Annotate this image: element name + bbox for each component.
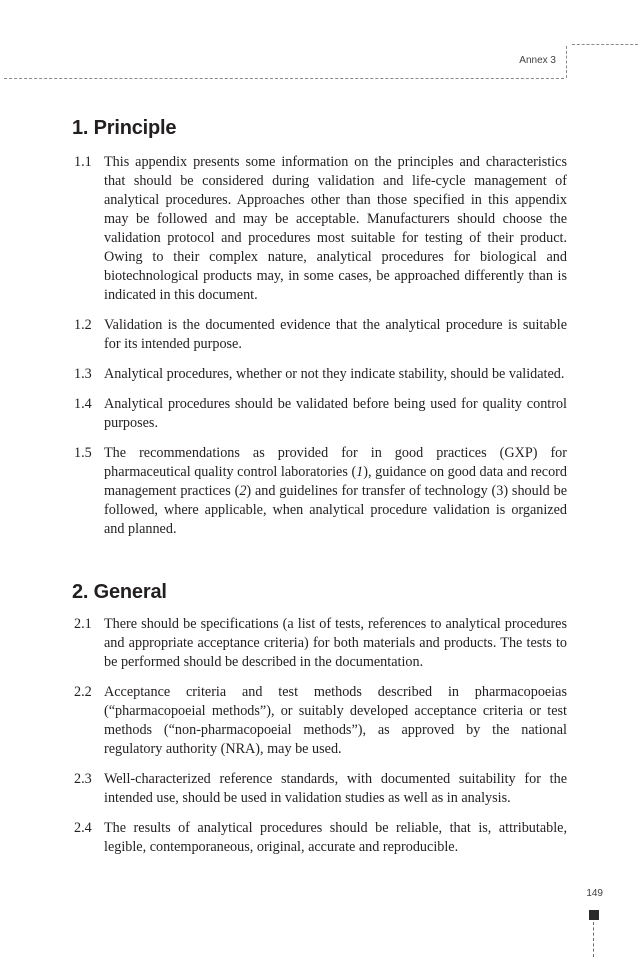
section-principle <box>74 153 567 550</box>
paragraph-text-part: ) and guidelines for transfer of technology (3) should be followed, where applicable, when analytical procedure validation is organized and planned. <box>104 483 567 537</box>
footer-divider-vertical <box>593 922 594 957</box>
paragraph-text: Well-characterized reference standards, with documented suitability for the intended use, should be used in validation studies as well as in analysis. <box>104 771 567 806</box>
paragraph-number: 2.2 <box>74 684 92 700</box>
paragraph-2-1 <box>74 615 567 672</box>
paragraph-number: 2.3 <box>74 771 92 787</box>
paragraph-1-2 <box>74 316 567 354</box>
paragraph-text: Acceptance criteria and test methods described in pharmacopoeias (“pharmacopoeial methods”), or suitably developed acceptance criteria or test methods (“non-pharmacopoeial methods”), as approved by the national regulatory authority (NRA), may be used. <box>104 684 567 757</box>
header-divider-top <box>572 44 638 45</box>
section-heading-general: 2. General <box>72 581 167 603</box>
page-number: 149 <box>586 888 603 899</box>
paragraph-text-part: The recommendations as provided for in good practices (GXP) for pharmaceutical quality control laboratories ( <box>104 445 567 480</box>
paragraph-text: There should be specifications (a list of tests, references to analytical procedures and appropriate acceptance criteria) for both materials and products. The tests to be performed should be described in the documentation. <box>104 616 567 670</box>
paragraph-text: Analytical procedures should be validated before being used for quality control purposes. <box>104 396 567 431</box>
paragraph-number: 2.1 <box>74 616 92 632</box>
paragraph-1-4 <box>74 395 567 433</box>
section-heading-principle: 1. Principle <box>72 117 177 139</box>
paragraph-1-1 <box>74 153 567 305</box>
paragraph-number: 1.2 <box>74 317 92 333</box>
header-divider-vertical <box>566 46 567 78</box>
paragraph-2-3 <box>74 770 567 808</box>
running-head: Annex 3 <box>519 55 556 66</box>
reference-citation: 2 <box>239 483 247 499</box>
paragraph-2-4 <box>74 819 567 857</box>
paragraph-1-3 <box>74 365 567 384</box>
footer-marker-square <box>589 910 599 920</box>
paragraph-text: Validation is the documented evidence that the analytical procedure is suitable for its intended purpose. <box>104 317 567 352</box>
paragraph-text: The results of analytical procedures should be reliable, that is, attributable, legible, contemporaneous, original, accurate and reproducible. <box>104 820 567 855</box>
paragraph-1-5 <box>74 444 567 539</box>
section-general <box>74 615 567 868</box>
paragraph-number: 1.3 <box>74 366 92 382</box>
paragraph-number: 1.1 <box>74 154 92 170</box>
paragraph-number: 2.4 <box>74 820 92 836</box>
paragraph-number: 1.5 <box>74 445 92 461</box>
reference-citation: 1 <box>356 464 364 480</box>
header-divider <box>4 78 564 79</box>
paragraph-text-part: ), guidance on good data and record management practices ( <box>104 464 567 499</box>
paragraph-text: Analytical procedures, whether or not they indicate stability, should be validated. <box>104 366 565 382</box>
paragraph-text: This appendix presents some information on the principles and characteristics that should be considered during validation and life-cycle management of analytical procedures. Approaches other than those specified in this appendix may be followed and may be acceptable. Manufacturers should choose the validation protocol and procedures most suitable for testing of their product. Owing to their complex nature, analytical procedures for biological and biotechnological products may, in some cases, be approached differently than is indicated in this document. <box>104 154 567 303</box>
paragraph-number: 1.4 <box>74 396 92 412</box>
paragraph-2-2 <box>74 683 567 759</box>
